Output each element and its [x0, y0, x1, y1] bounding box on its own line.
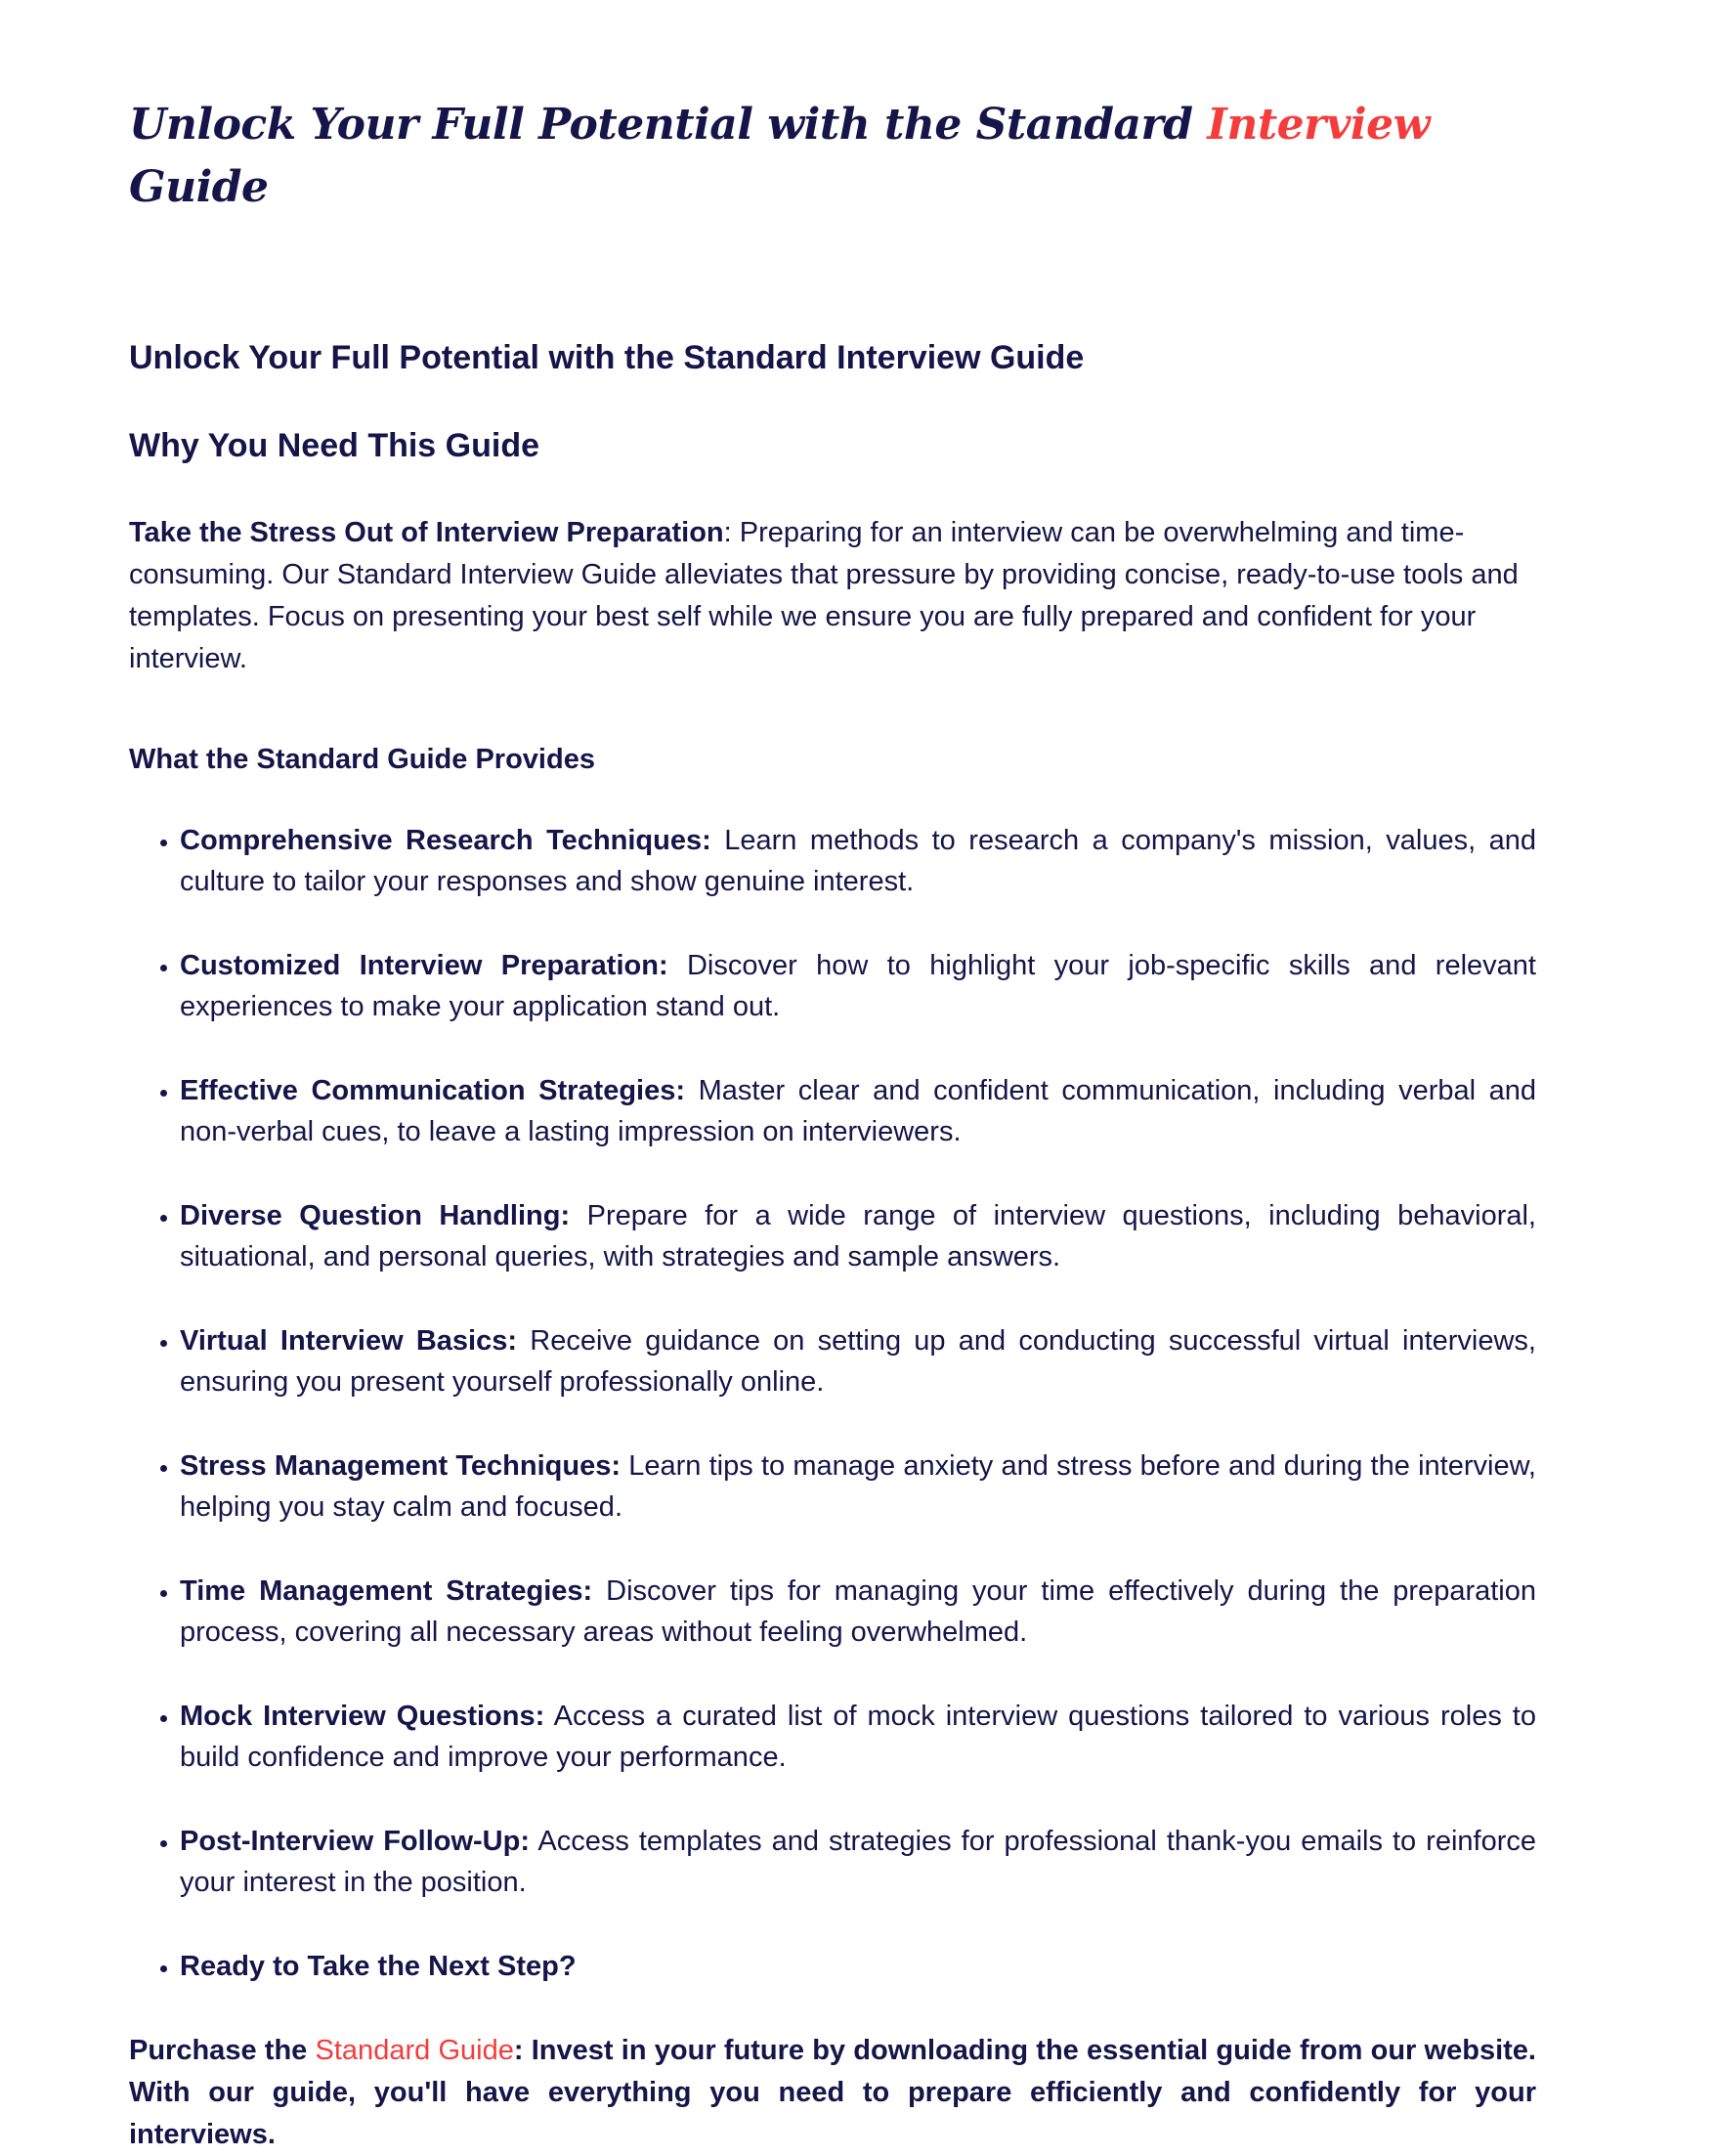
list-item	[180, 945, 1536, 1027]
feature-text: Learn methods to research a company's mission, values, and culture to tailor your responses and show genuine interest.	[180, 825, 1537, 897]
feature-label: Diverse Question Handling:	[180, 1200, 571, 1231]
why-heading: Why You Need This Guide	[129, 427, 540, 464]
feature-label: Customized Interview Preparation:	[180, 950, 668, 981]
document-page	[129, 94, 1536, 2156]
closing-text: : Invest in your future by downloading the essential guide from our website. With our guide, you'll have everything you need to prepare efficiently and confidently for your interviews.	[129, 2035, 1536, 2150]
subtitle-heading: Unlock Your Full Potential with the Standard Interview Guide	[129, 339, 1085, 376]
intro-paragraph	[129, 512, 1536, 680]
feature-label: Ready to Take the Next Step?	[180, 1951, 577, 1982]
list-item	[180, 1821, 1536, 1903]
feature-label: Time Management Strategies:	[180, 1575, 593, 1607]
feature-text: Receive guidance on setting up and conducting successful virtual interviews, ensuring you present yourself professionally online.	[180, 1325, 1536, 1398]
feature-label: Comprehensive Research Techniques:	[180, 825, 711, 856]
main-title-part1: Unlock Your Full Potential with the Standard	[129, 100, 1208, 150]
feature-text: Discover tips for managing your time effectively during the preparation process, covering all necessary areas without feeling overwhelmed.	[180, 1575, 1536, 1648]
feature-text: Access templates and strategies for professional thank-you emails to reinforce your interest in the position.	[180, 1826, 1536, 1898]
list-item	[180, 1320, 1536, 1402]
feature-label: Stress Management Techniques:	[180, 1450, 622, 1482]
feature-label: Mock Interview Questions:	[180, 1701, 545, 1732]
closing-paragraph	[129, 2030, 1536, 2156]
closing-prefix: Purchase the	[129, 2035, 316, 2066]
provides-heading: What the Standard Guide Provides	[129, 744, 595, 775]
intro-bold: Take the Stress Out of Interview Preparation	[129, 517, 724, 548]
feature-text: Master clear and confident communication, including verbal and non-verbal cues, to leave a lasting impression on interviewers.	[180, 1075, 1537, 1147]
feature-label: Virtual Interview Basics:	[180, 1325, 518, 1357]
list-item	[180, 820, 1536, 902]
list-item	[180, 1195, 1536, 1277]
list-item	[180, 1696, 1536, 1778]
main-title-part2: Guide	[129, 162, 269, 212]
main-title	[129, 94, 1536, 219]
main-title-accent: Interview	[1207, 100, 1431, 150]
feature-text: Learn tips to manage anxiety and stress before and during the interview, helping you stay calm and focused.	[180, 1450, 1536, 1523]
feature-label: Effective Communication Strategies:	[180, 1075, 686, 1106]
feature-text: Discover how to highlight your job-specific skills and relevant experiences to make your application stand out.	[180, 950, 1536, 1022]
feature-text: Access a curated list of mock interview questions tailored to various roles to build confidence and improve your performance.	[180, 1701, 1536, 1773]
list-item	[180, 1571, 1536, 1653]
feature-text: Prepare for a wide range of interview questions, including behavioral, situational, and personal queries, with strategies and sample answers.	[180, 1200, 1536, 1272]
standard-guide-link[interactable]: Standard Guide	[315, 2035, 514, 2066]
list-item	[180, 1070, 1536, 1152]
list-item-next-step	[180, 1946, 1536, 1987]
features-list	[129, 820, 1536, 1987]
feature-label: Post-Interview Follow-Up:	[180, 1826, 530, 1857]
intro-text: : Preparing for an interview can be overwhelming and time-consuming. Our Standard Interview Guide alleviates that pressure by providing concise, ready-to-use tools and templates. Focus on presenting your best self while we ensure you are fully prepared and confident for your interview.	[129, 517, 1519, 674]
list-item	[180, 1445, 1536, 1528]
